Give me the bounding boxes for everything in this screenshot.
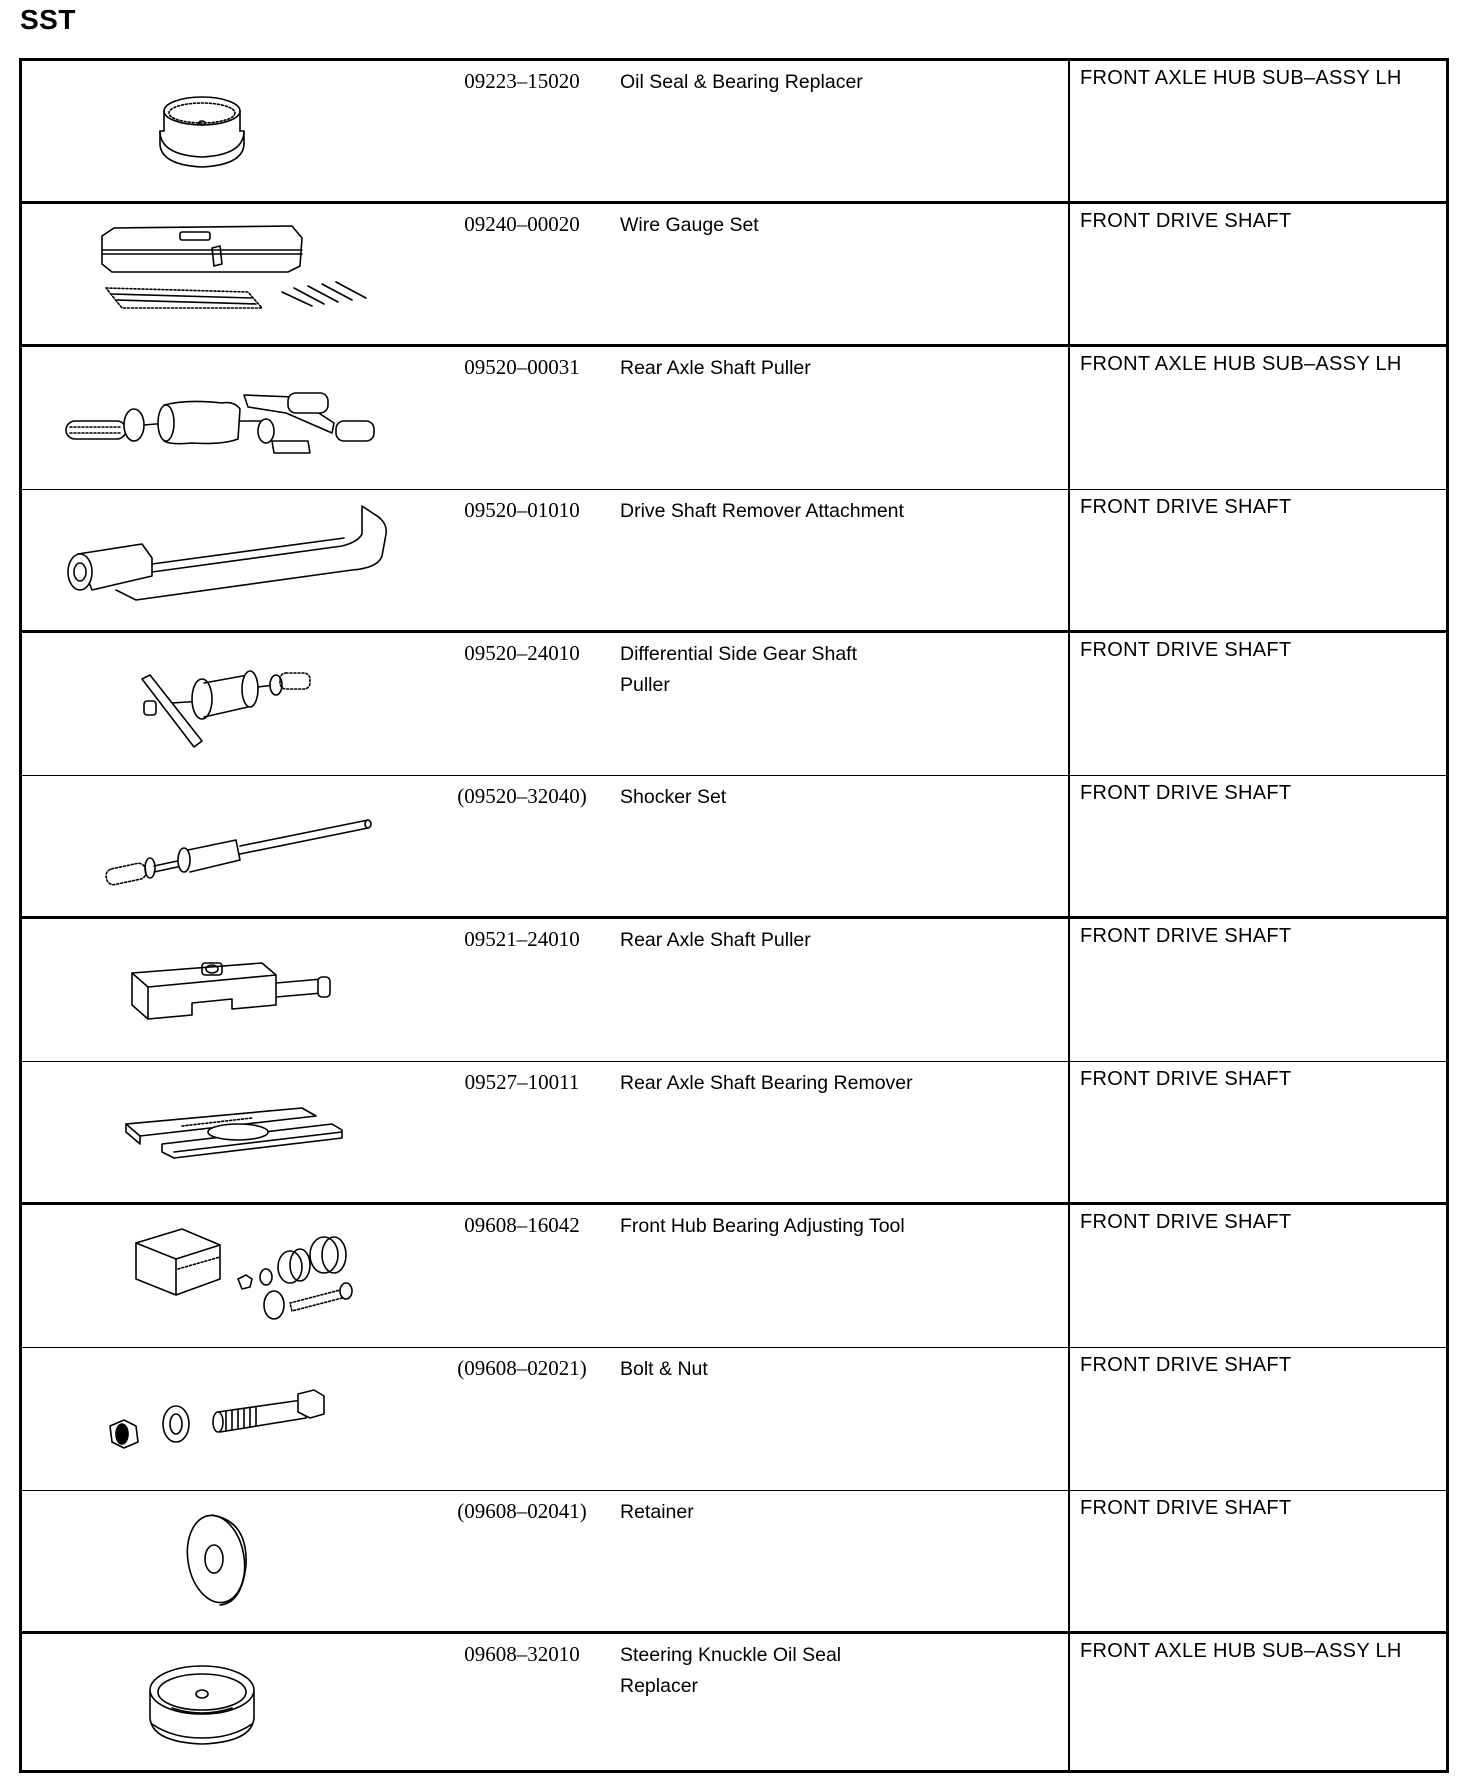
table-row	[22, 1634, 1446, 1770]
tool-name: Front Hub Bearing Adjusting Tool	[620, 1215, 905, 1237]
rear-axle-shaft-puller-icon	[52, 351, 412, 485]
used-for: FRONT DRIVE SHAFT	[1080, 1354, 1292, 1376]
tool-name: Drive Shaft Remover Attachment	[620, 500, 904, 522]
tool-name: Shocker Set	[620, 786, 727, 808]
table-row	[22, 490, 1446, 633]
tool-name: Rear Axle Shaft Bearing Remover	[620, 1072, 913, 1094]
table-row	[22, 61, 1446, 204]
used-for: FRONT AXLE HUB SUB–ASSY LH	[1080, 67, 1402, 89]
used-for: FRONT AXLE HUB SUB–ASSY LH	[1080, 353, 1402, 375]
part-number: 09520–24010	[464, 641, 580, 665]
tool-name: Rear Axle Shaft Puller	[620, 357, 811, 379]
tool-name: Steering Knuckle Oil Seal Replacer	[620, 1644, 842, 1697]
used-for: FRONT DRIVE SHAFT	[1080, 496, 1292, 518]
table-row	[22, 347, 1446, 490]
part-number: 09608–16042	[464, 1213, 580, 1237]
steering-knuckle-oil-seal-replacer-icon	[52, 1638, 412, 1772]
oil-seal-bearing-replacer-icon	[52, 65, 412, 199]
hub-bearing-adjusting-tool-icon	[52, 1209, 412, 1343]
table-row	[22, 1348, 1446, 1491]
bolt-nut-icon	[52, 1352, 412, 1486]
used-for: FRONT DRIVE SHAFT	[1080, 782, 1292, 804]
part-number: (09520–32040)	[457, 784, 587, 808]
table-row	[22, 633, 1446, 776]
used-for: FRONT DRIVE SHAFT	[1080, 210, 1292, 232]
wire-gauge-set-icon	[52, 208, 412, 342]
tool-name: Rear Axle Shaft Puller	[620, 929, 811, 951]
part-number: 09527–10011	[464, 1070, 580, 1094]
differential-side-gear-shaft-puller-icon	[52, 637, 412, 771]
part-number: 09520–00031	[464, 355, 580, 379]
part-number: 09608–32010	[464, 1642, 580, 1666]
tool-name: Retainer	[620, 1501, 694, 1523]
tool-name: Wire Gauge Set	[620, 214, 759, 236]
drive-shaft-remover-attachment-icon	[52, 494, 412, 628]
used-for: FRONT DRIVE SHAFT	[1080, 1068, 1292, 1090]
used-for: FRONT DRIVE SHAFT	[1080, 1497, 1292, 1519]
table-row	[22, 204, 1446, 347]
sst-table	[19, 58, 1449, 1773]
used-for: FRONT DRIVE SHAFT	[1080, 639, 1292, 661]
retainer-washer-icon	[52, 1495, 412, 1629]
part-number: 09521–24010	[464, 927, 580, 951]
tool-name: Oil Seal & Bearing Replacer	[620, 71, 863, 93]
tool-name: Differential Side Gear Shaft Puller	[620, 643, 858, 696]
table-row	[22, 1062, 1446, 1205]
part-number: (09608–02021)	[457, 1356, 587, 1380]
shocker-set-icon	[52, 780, 412, 914]
part-number: (09608–02041)	[457, 1499, 587, 1523]
rear-axle-shaft-puller-block-icon	[52, 923, 412, 1057]
page-title: SST	[20, 4, 76, 35]
bearing-remover-plates-icon	[52, 1066, 412, 1200]
table-row	[22, 776, 1446, 919]
used-for: FRONT DRIVE SHAFT	[1080, 925, 1292, 947]
part-number: 09223–15020	[464, 69, 580, 93]
tool-name: Bolt & Nut	[620, 1358, 708, 1380]
used-for: FRONT DRIVE SHAFT	[1080, 1211, 1292, 1233]
table-row	[22, 1205, 1446, 1348]
part-number: 09240–00020	[464, 212, 580, 236]
table-row	[22, 1491, 1446, 1634]
used-for: FRONT AXLE HUB SUB–ASSY LH	[1080, 1640, 1402, 1662]
table-row	[22, 919, 1446, 1062]
part-number: 09520–01010	[464, 498, 580, 522]
